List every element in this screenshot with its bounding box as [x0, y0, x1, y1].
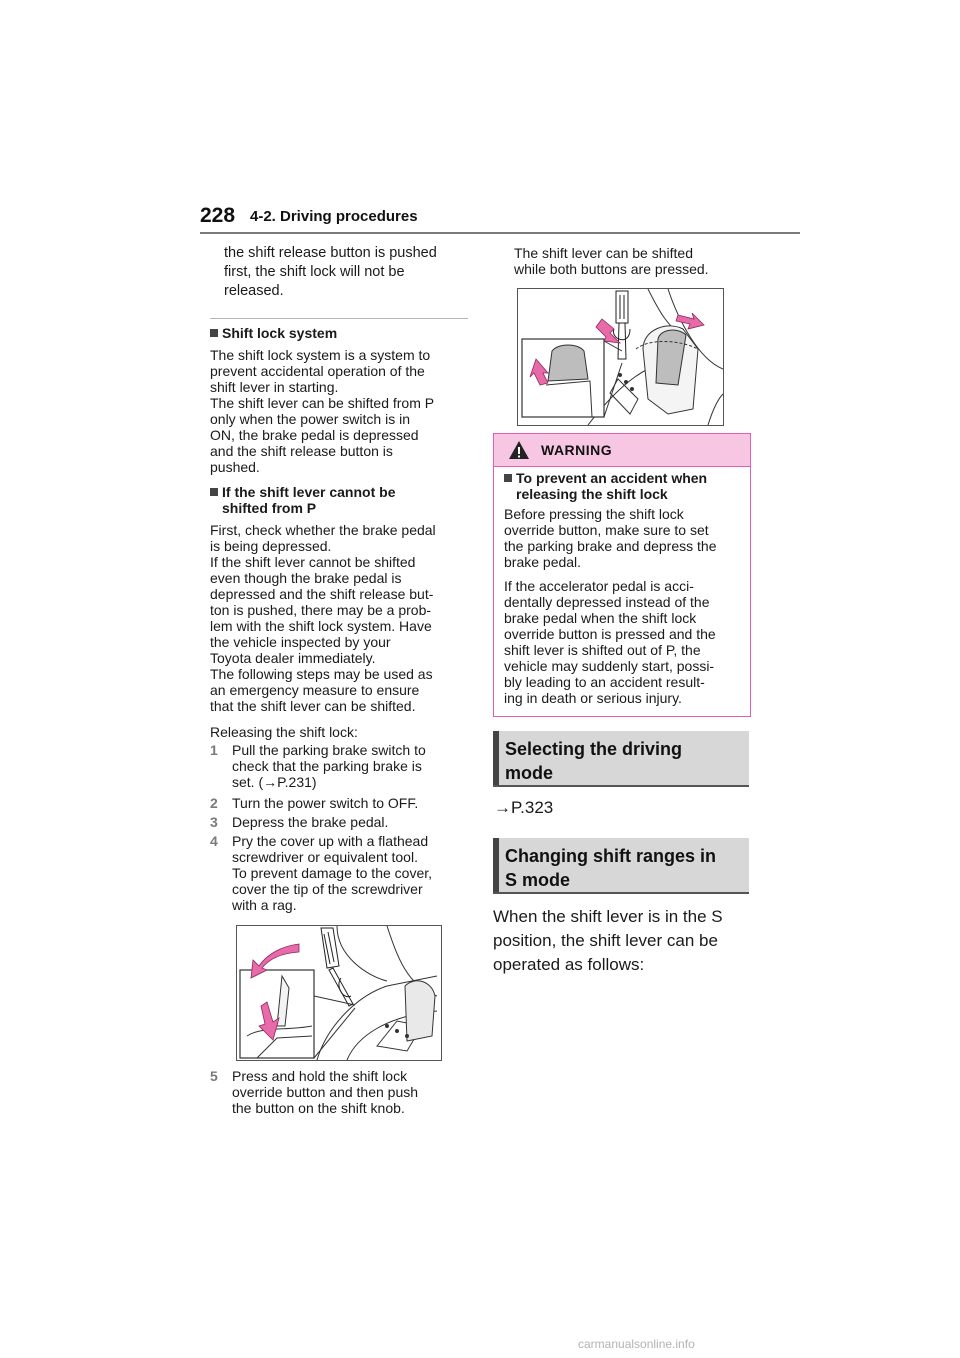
step-number: 5: [210, 1068, 218, 1084]
step-number: 4: [210, 833, 218, 849]
heading-line: If the shift lever cannot be: [222, 484, 396, 500]
text-line: vehicle may suddenly start, possi-: [504, 658, 715, 674]
text-line: prevent accidental operation of the: [210, 363, 425, 379]
header-rule: [200, 232, 800, 234]
intro-paragraph: [224, 244, 474, 301]
text-line: If the shift lever cannot be shifted: [210, 554, 416, 570]
shift-lock-heading-text: Shift lock system: [222, 325, 338, 341]
text-line: screwdriver or equivalent tool.: [232, 849, 418, 865]
pry-cover-illustration: [236, 925, 442, 1061]
text-line: brake pedal when the shift lock: [504, 610, 697, 626]
text-line: ing in death or serious injury.: [504, 690, 682, 706]
shift-knob-illustration: [517, 288, 724, 426]
text-line: while both buttons are pressed.: [514, 261, 709, 277]
step-text: [232, 1068, 472, 1116]
step-text: [232, 833, 472, 913]
heading-line: shifted from P: [222, 500, 317, 516]
warning-title: WARNING: [541, 442, 613, 458]
text-line: position, the shift lever can be: [493, 931, 718, 950]
text-line: the button on the shift knob.: [232, 1100, 405, 1116]
watermark: carmanualsonline.info: [578, 1337, 695, 1351]
text-line: When the shift lever is in the S: [493, 907, 723, 926]
text-line: brake pedal.: [504, 554, 582, 570]
heading-line: releasing the shift lock: [516, 486, 668, 502]
intro-line: released.: [224, 283, 284, 299]
text-line: If the accelerator pedal is acci-: [504, 578, 694, 594]
shift-lock-paragraph: [210, 347, 470, 475]
square-bullet-icon: [210, 488, 218, 496]
text-line: pushed.: [210, 459, 260, 475]
heading-line: To prevent an accident when: [516, 470, 708, 486]
text-line: Pry the cover up with a flathead: [232, 833, 429, 849]
step-text: [232, 814, 472, 830]
text-line: Turn the power switch to OFF.: [232, 795, 419, 811]
intro-line: the shift release button is pushed: [224, 245, 437, 261]
text-line: is being depressed.: [210, 538, 332, 554]
text-line: Depress the brake pedal.: [232, 814, 389, 830]
text-line: To prevent damage to the cover,: [232, 865, 433, 881]
text-line: set. (→P.231): [232, 774, 317, 790]
shift-lock-heading: [210, 325, 470, 341]
text-line: the parking brake and depress the: [504, 538, 717, 554]
s-mode-heading: [493, 838, 749, 894]
text-line: First, check whether the brake pedal: [210, 522, 436, 538]
section-title: 4-2. Driving procedures: [250, 208, 418, 225]
text-line: and the shift release button is: [210, 443, 393, 459]
warning-triangle-icon: [508, 440, 530, 460]
text-line: override button and then push: [232, 1084, 419, 1100]
page-number: 228: [200, 204, 236, 227]
cannot-shift-heading: [210, 484, 470, 516]
text-line: an emergency measure to ensure: [210, 682, 420, 698]
text-line: that the shift lever can be shifted.: [210, 698, 416, 714]
text-line: ton is pushed, there may be a prob-: [210, 602, 432, 618]
intro-line: first, the shift lock will not be: [224, 264, 405, 280]
text-line: dentally depressed instead of the: [504, 594, 710, 610]
text-line: The shift lock system is a system to: [210, 347, 431, 363]
text-line: check that the parking brake is: [232, 758, 422, 774]
text-line: shift lever in starting.: [210, 379, 339, 395]
step-text: [232, 742, 472, 790]
cannot-shift-paragraph: [210, 522, 470, 714]
heading-line: Selecting the driving: [505, 739, 683, 759]
text-line: The following steps may be used as: [210, 666, 433, 682]
heading-accent-bar: [493, 838, 499, 892]
heading-accent-bar: [493, 731, 499, 785]
step-number: 2: [210, 795, 218, 811]
text-line: bly leading to an accident result-: [504, 674, 705, 690]
heading-line: mode: [505, 763, 554, 783]
text-line: The shift lever can be shifted: [514, 245, 693, 261]
text-line: operated as follows:: [493, 955, 645, 974]
square-bullet-icon: [210, 329, 218, 337]
heading-line: Changing shift ranges in: [505, 846, 717, 866]
driving-mode-page-ref[interactable]: →P.323: [494, 798, 554, 817]
pry-cover-drawing: [237, 926, 441, 1060]
text-line: Toyota dealer immediately.: [210, 650, 376, 666]
heading-text: [505, 737, 743, 785]
step-text: [232, 795, 472, 811]
driving-mode-heading: [493, 731, 749, 787]
text-line: override button is pressed and the: [504, 626, 716, 642]
text-line: only when the power switch is in: [210, 411, 410, 427]
s-mode-paragraph: [493, 905, 753, 977]
text-line: The shift lever can be shifted from P: [210, 395, 435, 411]
heading-line: S mode: [505, 870, 571, 890]
text-line: with a rag.: [232, 897, 297, 913]
heading-text: [505, 844, 743, 892]
subsection-rule: [210, 318, 468, 319]
shift-knob-drawing: [518, 289, 723, 425]
text-line: lem with the shift lock system. Have: [210, 618, 432, 634]
text-line: depressed and the shift release but-: [210, 586, 434, 602]
warning-paragraph-2: [504, 578, 742, 706]
text-line: Press and hold the shift lock: [232, 1068, 408, 1084]
warning-box: [493, 433, 751, 717]
text-line: override button, make sure to set: [504, 522, 709, 538]
warning-paragraph-1: [504, 506, 742, 570]
text-line: the vehicle inspected by your: [210, 634, 391, 650]
text-line: Pull the parking brake switch to: [232, 742, 426, 758]
text-line: ON, the brake pedal is depressed: [210, 427, 419, 443]
releasing-label: Releasing the shift lock:: [210, 724, 358, 740]
square-bullet-icon: [504, 474, 512, 482]
text-line: shift lever is shifted out of P, the: [504, 642, 701, 658]
text-line: Before pressing the shift lock: [504, 506, 684, 522]
step-number: 3: [210, 814, 218, 830]
both-buttons-paragraph: [514, 245, 754, 277]
warning-heading: [504, 470, 742, 502]
text-line: even though the brake pedal is: [210, 570, 402, 586]
warning-header: [494, 434, 750, 467]
text-line: cover the tip of the screwdriver: [232, 881, 423, 897]
step-number: 1: [210, 742, 218, 758]
